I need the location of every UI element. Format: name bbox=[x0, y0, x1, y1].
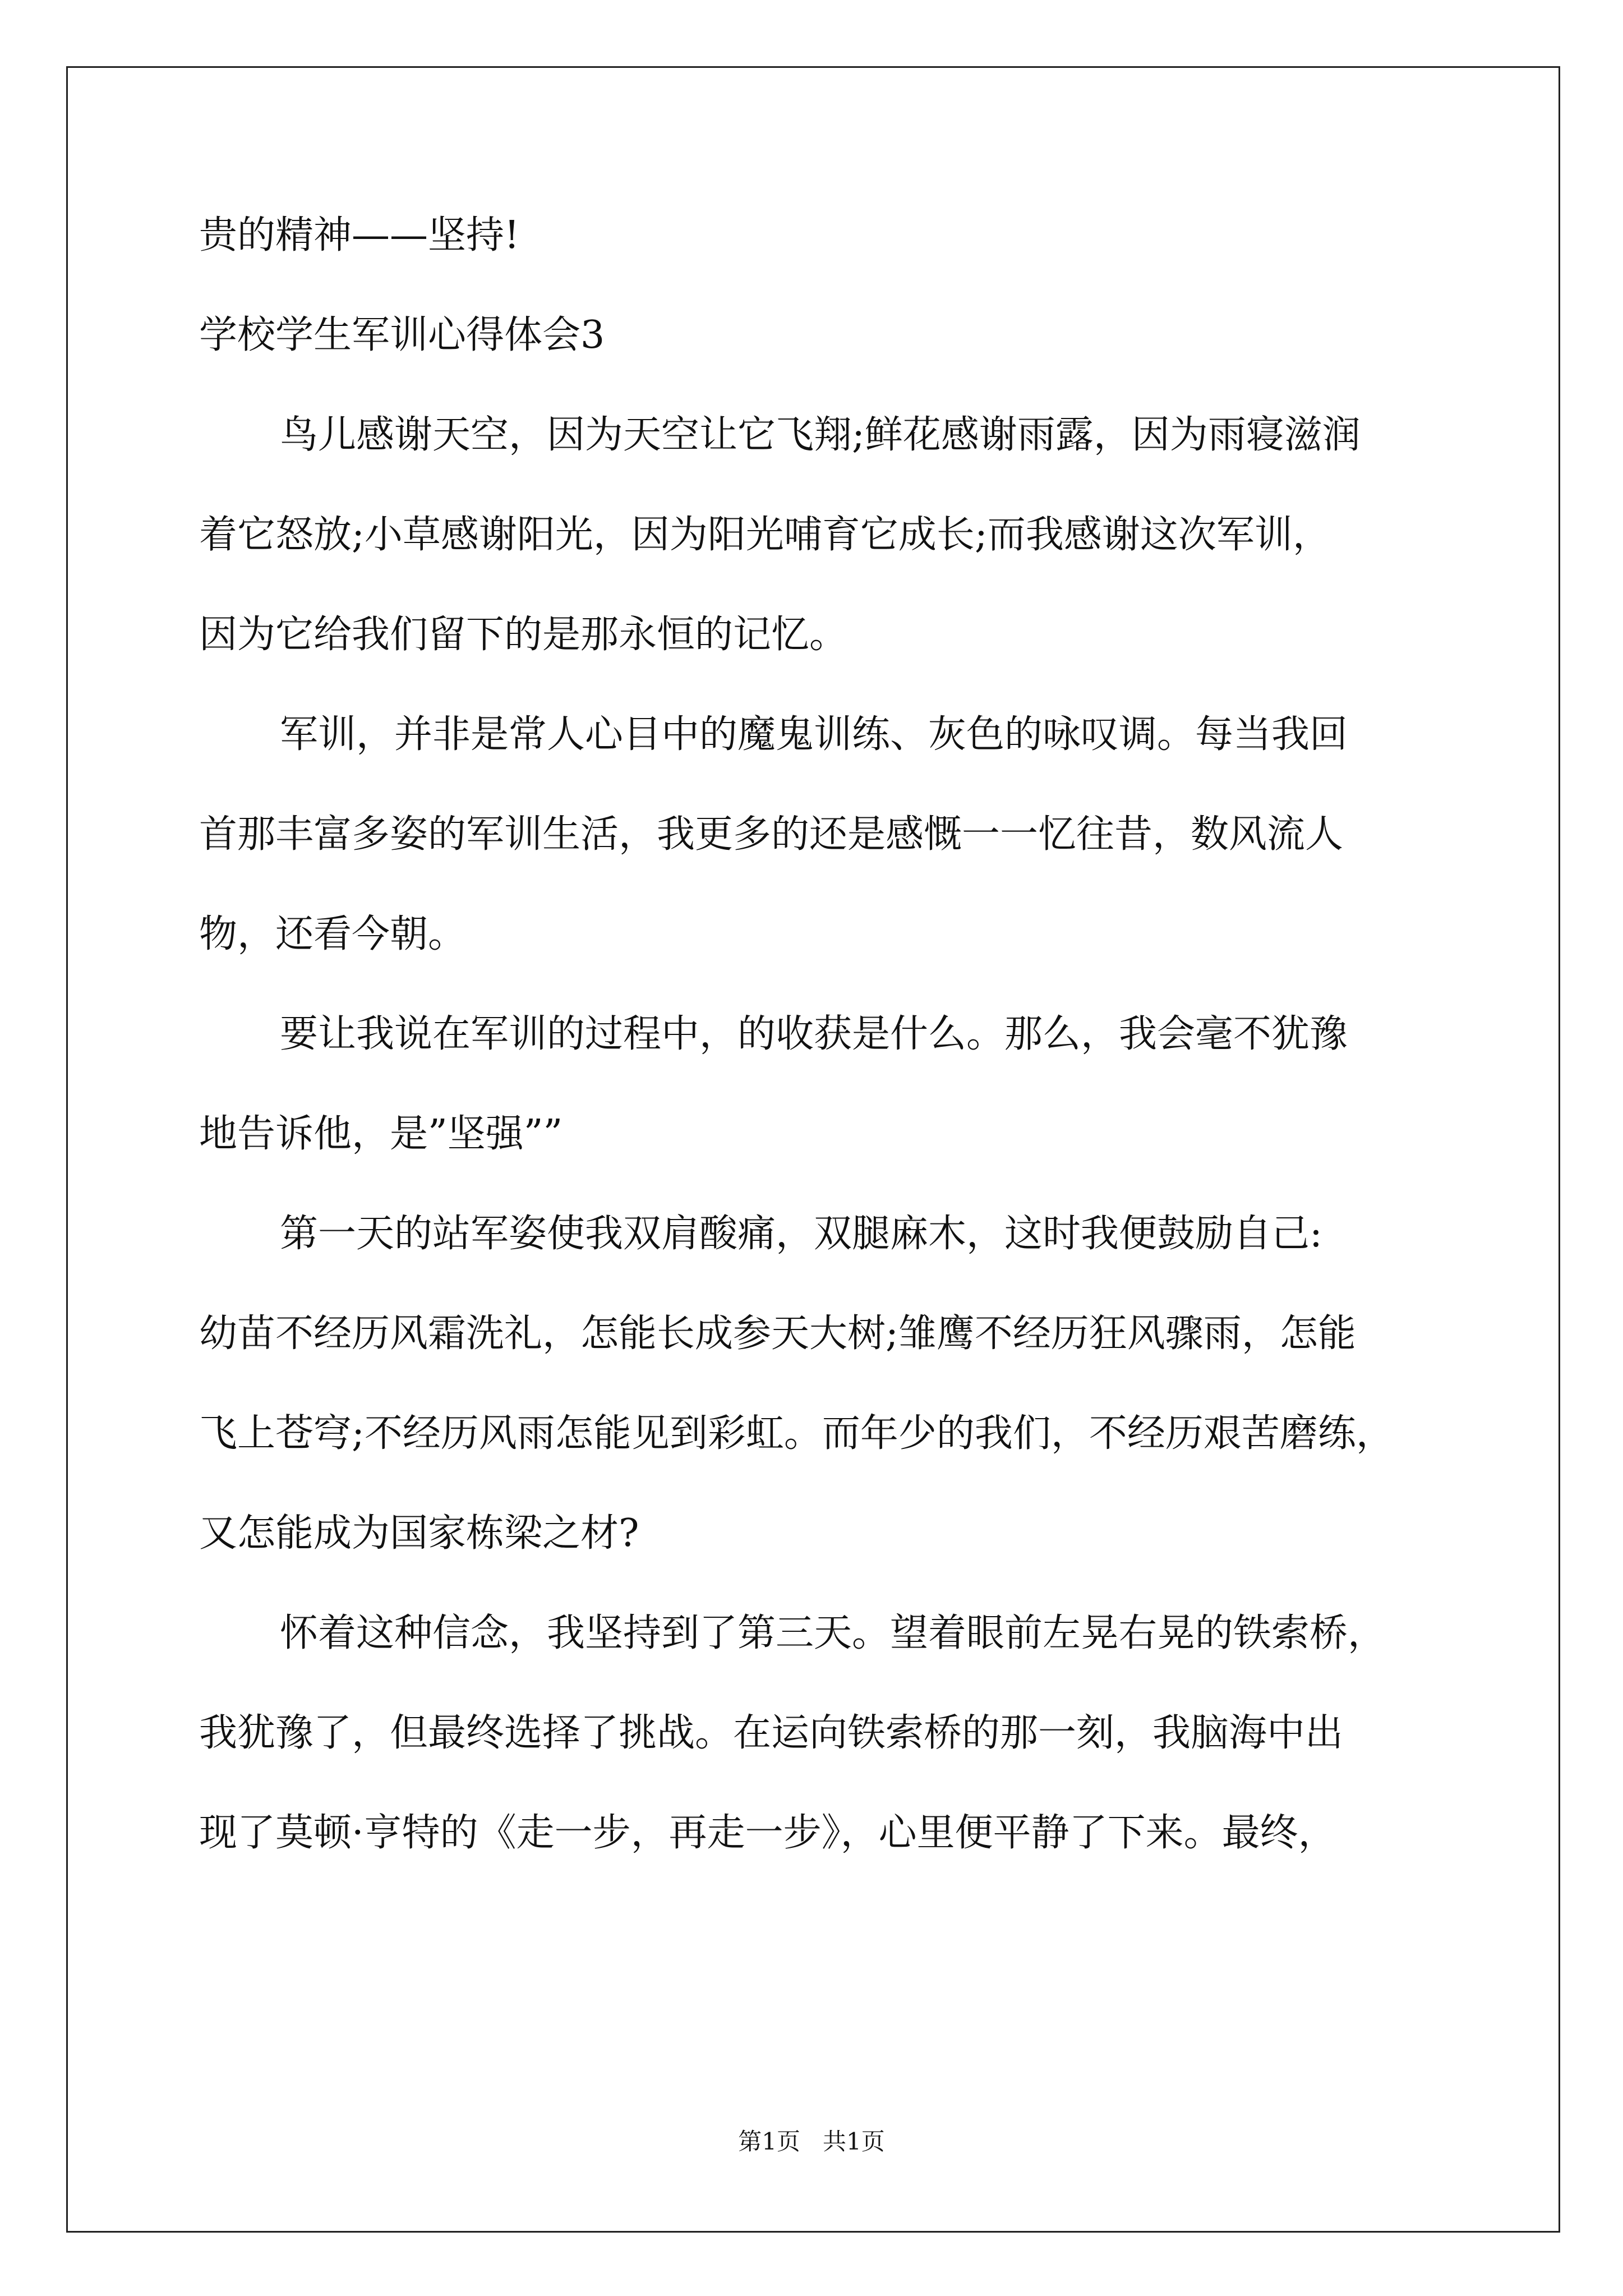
paragraph-line: 第一天的站军姿使我双肩酸痛，双腿麻木，这时我便鼓励自己: bbox=[280, 1212, 1322, 1256]
paragraph-2 bbox=[199, 707, 1433, 963]
paragraph-line: 飞上苍穹;不经历风雨怎能见到彩虹。而年少的我们，不经历艰苦磨练， bbox=[199, 1411, 1394, 1456]
paragraph-line: 怀着这种信念，我坚持到了第三天。望着眼前左晃右晃的铁索桥， bbox=[280, 1611, 1386, 1655]
paragraph-line: 又怎能成为国家栋梁之材? bbox=[199, 1511, 639, 1556]
paragraph-line: 物，还看今朝。 bbox=[199, 912, 467, 956]
paragraph-line: 幼苗不经历风霜洗礼，怎能长成参天大树;雏鹰不经历狂风骤雨，怎能 bbox=[199, 1312, 1356, 1356]
paragraph-line: 着它怒放;小草感谢阳光，因为阳光哺育它成长;而我感谢这次军训， bbox=[199, 513, 1331, 557]
document-body bbox=[199, 208, 1433, 1861]
paragraph-line: 首那丰富多姿的军训生活，我更多的还是感慨一一忆往昔，数风流人 bbox=[199, 812, 1344, 857]
section-title: 学校学生军训心得体会3 bbox=[199, 313, 605, 357]
paragraph-5 bbox=[199, 1605, 1433, 1861]
paragraph-3 bbox=[199, 1006, 1433, 1162]
paragraph-1 bbox=[199, 407, 1433, 663]
paragraph-line: 要让我说在军训的过程中，的收获是什么。那么，我会毫不犹豫 bbox=[280, 1012, 1348, 1056]
paragraph-line: 鸟儿感谢天空，因为天空让它飞翔;鲜花感谢雨露，因为雨寝滋润 bbox=[280, 413, 1361, 457]
paragraph-line: 地告诉他，是”坚强”” bbox=[199, 1112, 563, 1156]
continuation-line: 贵的精神——坚持! bbox=[199, 213, 520, 257]
paragraph-line: 军训，并非是常人心目中的魔鬼训练、灰色的咏叹调。每当我回 bbox=[280, 712, 1348, 757]
paragraph-line: 因为它给我们留下的是那永恒的记忆。 bbox=[199, 613, 848, 657]
paragraph-line: 我犹豫了，但最终选择了挑战。在运向铁索桥的那一刻，我脑海中出 bbox=[199, 1711, 1344, 1755]
paragraph-line: 现了莫顿·亨特的《走一步，再走一步》，心里便平静了下来。最终， bbox=[199, 1811, 1336, 1855]
page-number-footer: 第1页 共1页 bbox=[738, 2128, 885, 2155]
paragraph-4 bbox=[199, 1206, 1433, 1562]
